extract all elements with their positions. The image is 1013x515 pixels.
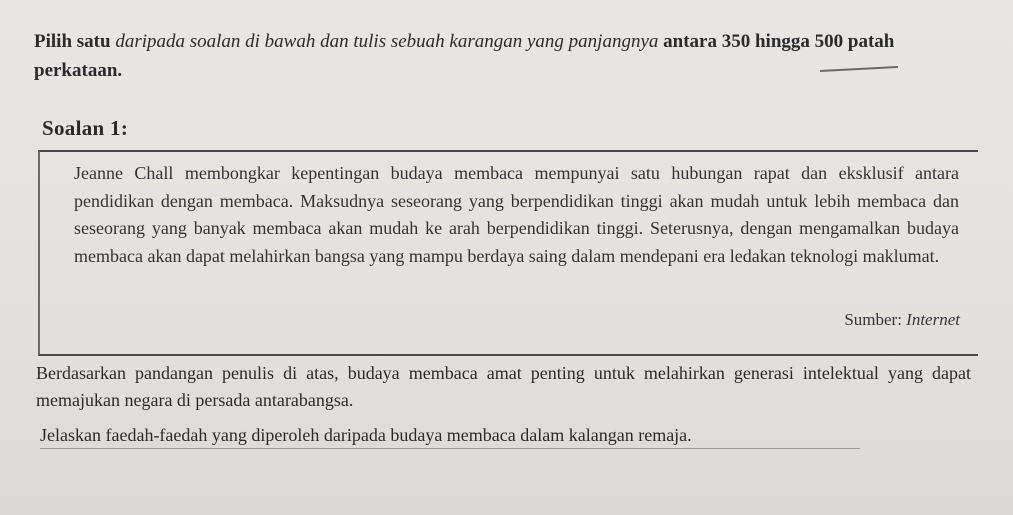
source-value: Internet <box>906 310 960 329</box>
question-heading: Soalan 1: <box>42 116 129 140</box>
passage-box <box>38 150 978 356</box>
source-label: Sumber: <box>844 310 902 329</box>
instruction-emphasis: Pilih satu <box>34 31 111 52</box>
instruction-body: daripada soalan di bawah dan tulis sebuah karangan yang panjangnya <box>115 31 659 52</box>
question-task: Jelaskan faedah-faedah yang diperoleh daripada budaya membaca dalam kalangan remaja. <box>40 425 692 445</box>
passage-text: Jeanne Chall membongkar kepentingan budaya membaca mempunyai satu hubungan rapat dan eksklusif antara pendidikan dengan membaca. Maksudnya seseorang yang berpendidikan tinggi akan mudah untuk lebih membaca dan seseorang yang banyak membaca akan mudah ke arah berpendidikan tinggi. Seterusnya, dengan mengamalkan budaya membaca akan dapat melahirkan bangsa yang mampu berdaya saing dalam mendepani era ledakan teknologi maklumat. <box>74 163 959 266</box>
task-underline-mark <box>40 448 860 449</box>
source-citation <box>844 310 960 330</box>
instruction-text <box>34 27 969 85</box>
question-prompt: Berdasarkan pandangan penulis di atas, budaya membaca amat penting untuk melahirkan generasi intelektual yang dapat memajukan negara di persada antarabangsa. <box>36 363 971 410</box>
instruction-word-limit: antara 350 hingga 500 patah perkataan. <box>34 31 895 81</box>
